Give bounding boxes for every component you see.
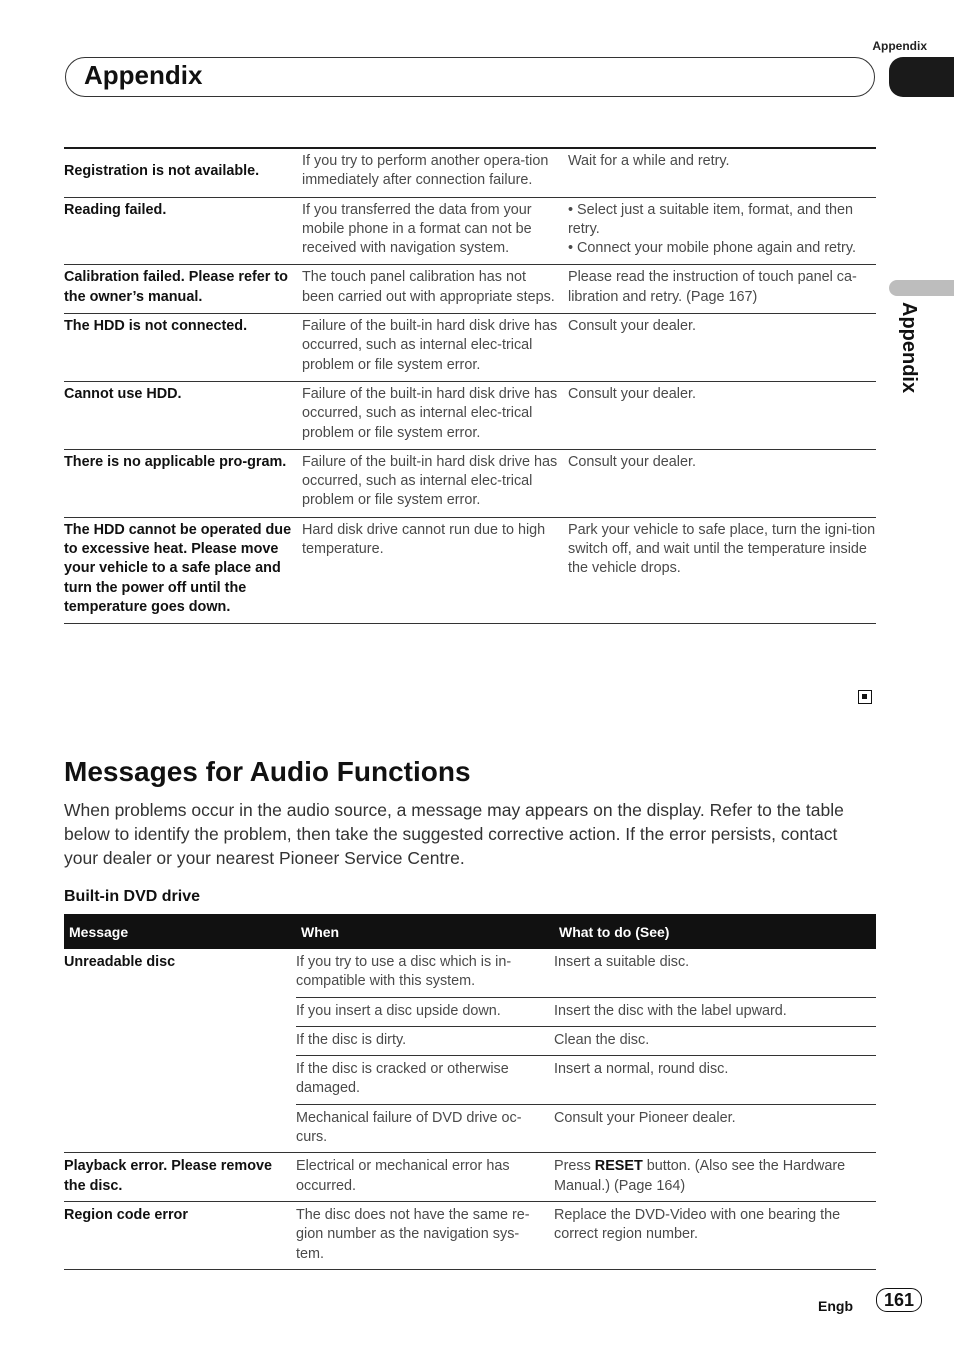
when-cell: Mechanical failure of DVD drive oc-curs.: [296, 1104, 554, 1153]
when-cell: The disc does not have the same re-gion number as the navigation sys-tem.: [296, 1201, 554, 1269]
column-header-when: When: [296, 914, 554, 949]
action-line: • Connect your mobile phone again and retry.: [568, 240, 856, 257]
side-label: Appendix: [898, 302, 920, 394]
page-title: Appendix: [84, 60, 203, 90]
when-cell: Electrical or mechanical error has occurred.: [296, 1153, 554, 1202]
when-cell: The touch panel calibration has not been carried out with appropriate steps.: [302, 269, 555, 305]
section-title: Messages for Audio Functions: [64, 756, 471, 787]
message-cell: Calibration failed. Please refer to the owner’s manual.: [64, 269, 288, 305]
intro-paragraph: When problems occur in the audio source, a message may appears on the display. Refer to the table below to identify the problem, then take the suggested corrective action. If the error persists, contact your dealer or your nearest Pioneer Service Centre.: [64, 800, 844, 868]
action-line: • Select just a suitable item, format, and then retry.: [568, 201, 854, 237]
action-cell: Insert a suitable disc.: [554, 949, 876, 997]
table-row: [64, 381, 876, 449]
table-row: [64, 148, 876, 197]
action-cell: Insert a normal, round disc.: [554, 1056, 876, 1105]
table-header-row: [64, 914, 876, 949]
column-header-action: What to do (See): [554, 914, 876, 949]
table-row: [64, 1201, 876, 1269]
action-cell: Clean the disc.: [554, 1026, 876, 1055]
message-cell: The HDD cannot be operated due to excessive heat. Please move your vehicle to a safe place and turn the power off until the temperature goes down.: [64, 521, 292, 615]
action-cell: Consult your dealer.: [568, 318, 696, 335]
when-cell: If you try to use a disc which is in-compatible with this system.: [296, 949, 554, 997]
action-cell: Park your vehicle to safe place, turn the igni-tion switch off, and wait until the temperature inside the vehicle drops.: [568, 521, 876, 577]
table-row: [64, 197, 876, 265]
when-cell: If the disc is cracked or otherwise damaged.: [296, 1056, 554, 1105]
message-cell: Registration is not available.: [64, 162, 260, 179]
action-cell: [568, 197, 876, 265]
when-cell: If the disc is dirty.: [296, 1026, 554, 1055]
reset-label: RESET: [594, 1158, 643, 1175]
when-cell: Failure of the built-in hard disk drive has occurred, such as internal elec-trical problem or file system error.: [302, 318, 558, 373]
table-row: [64, 1153, 876, 1202]
when-cell: Hard disk drive cannot run due to high temperature.: [302, 521, 546, 558]
when-cell: Failure of the built-in hard disk drive has occurred, such as internal elec-trical problem or file system error.: [302, 453, 558, 509]
action-cell: Insert the disc with the label upward.: [554, 997, 876, 1026]
dvd-messages-table: [64, 914, 876, 1270]
action-text: button. (Also see the Hardware Manual.) (Page 164): [554, 1158, 846, 1194]
when-cell: If you transferred the data from your mobile phone in a format can not be received with navigation system.: [302, 201, 532, 257]
side-tab: [889, 280, 954, 296]
when-cell: If you insert a disc upside down.: [296, 997, 554, 1026]
action-cell: Consult your Pioneer dealer.: [554, 1104, 876, 1153]
message-cell: Cannot use HDD.: [64, 385, 182, 402]
page-number: 161: [876, 1288, 922, 1312]
table-row: [64, 949, 876, 997]
footer-language: Engb: [818, 1298, 853, 1314]
title-banner: [65, 57, 875, 97]
table-row: [64, 265, 876, 314]
table-row: [64, 449, 876, 517]
subheading: Built-in DVD drive: [64, 888, 201, 905]
message-cell: Reading failed.: [64, 201, 167, 218]
action-cell: [554, 1153, 876, 1202]
message-cell: There is no applicable pro-gram.: [64, 453, 287, 470]
when-cell: Failure of the built-in hard disk drive has occurred, such as internal elec-trical problem or file system error.: [302, 385, 558, 441]
action-cell: Wait for a while and retry.: [568, 153, 730, 169]
when-cell: If you try to perform another opera-tion immediately after connection failure.: [302, 153, 549, 189]
end-of-section-icon: [858, 690, 872, 704]
action-text: Press: [554, 1158, 595, 1175]
table-row: [64, 314, 876, 382]
action-cell: Consult your dealer.: [568, 385, 696, 402]
running-head: Appendix: [872, 39, 927, 53]
column-header-message: Message: [64, 914, 296, 949]
action-cell: Replace the DVD-Video with one bearing the correct region number.: [554, 1201, 876, 1269]
hdd-messages-table: [64, 147, 876, 624]
corner-tab: [889, 57, 954, 97]
message-cell: Playback error. Please remove the disc.: [64, 1153, 296, 1202]
action-cell: Consult your dealer.: [568, 453, 696, 470]
message-cell: Region code error: [64, 1201, 296, 1269]
table-row: [64, 517, 876, 623]
message-cell: The HDD is not connected.: [64, 318, 248, 335]
action-cell: Please read the instruction of touch panel ca-libration and retry. (Page 167): [568, 269, 857, 305]
message-cell: Unreadable disc: [64, 949, 296, 1153]
